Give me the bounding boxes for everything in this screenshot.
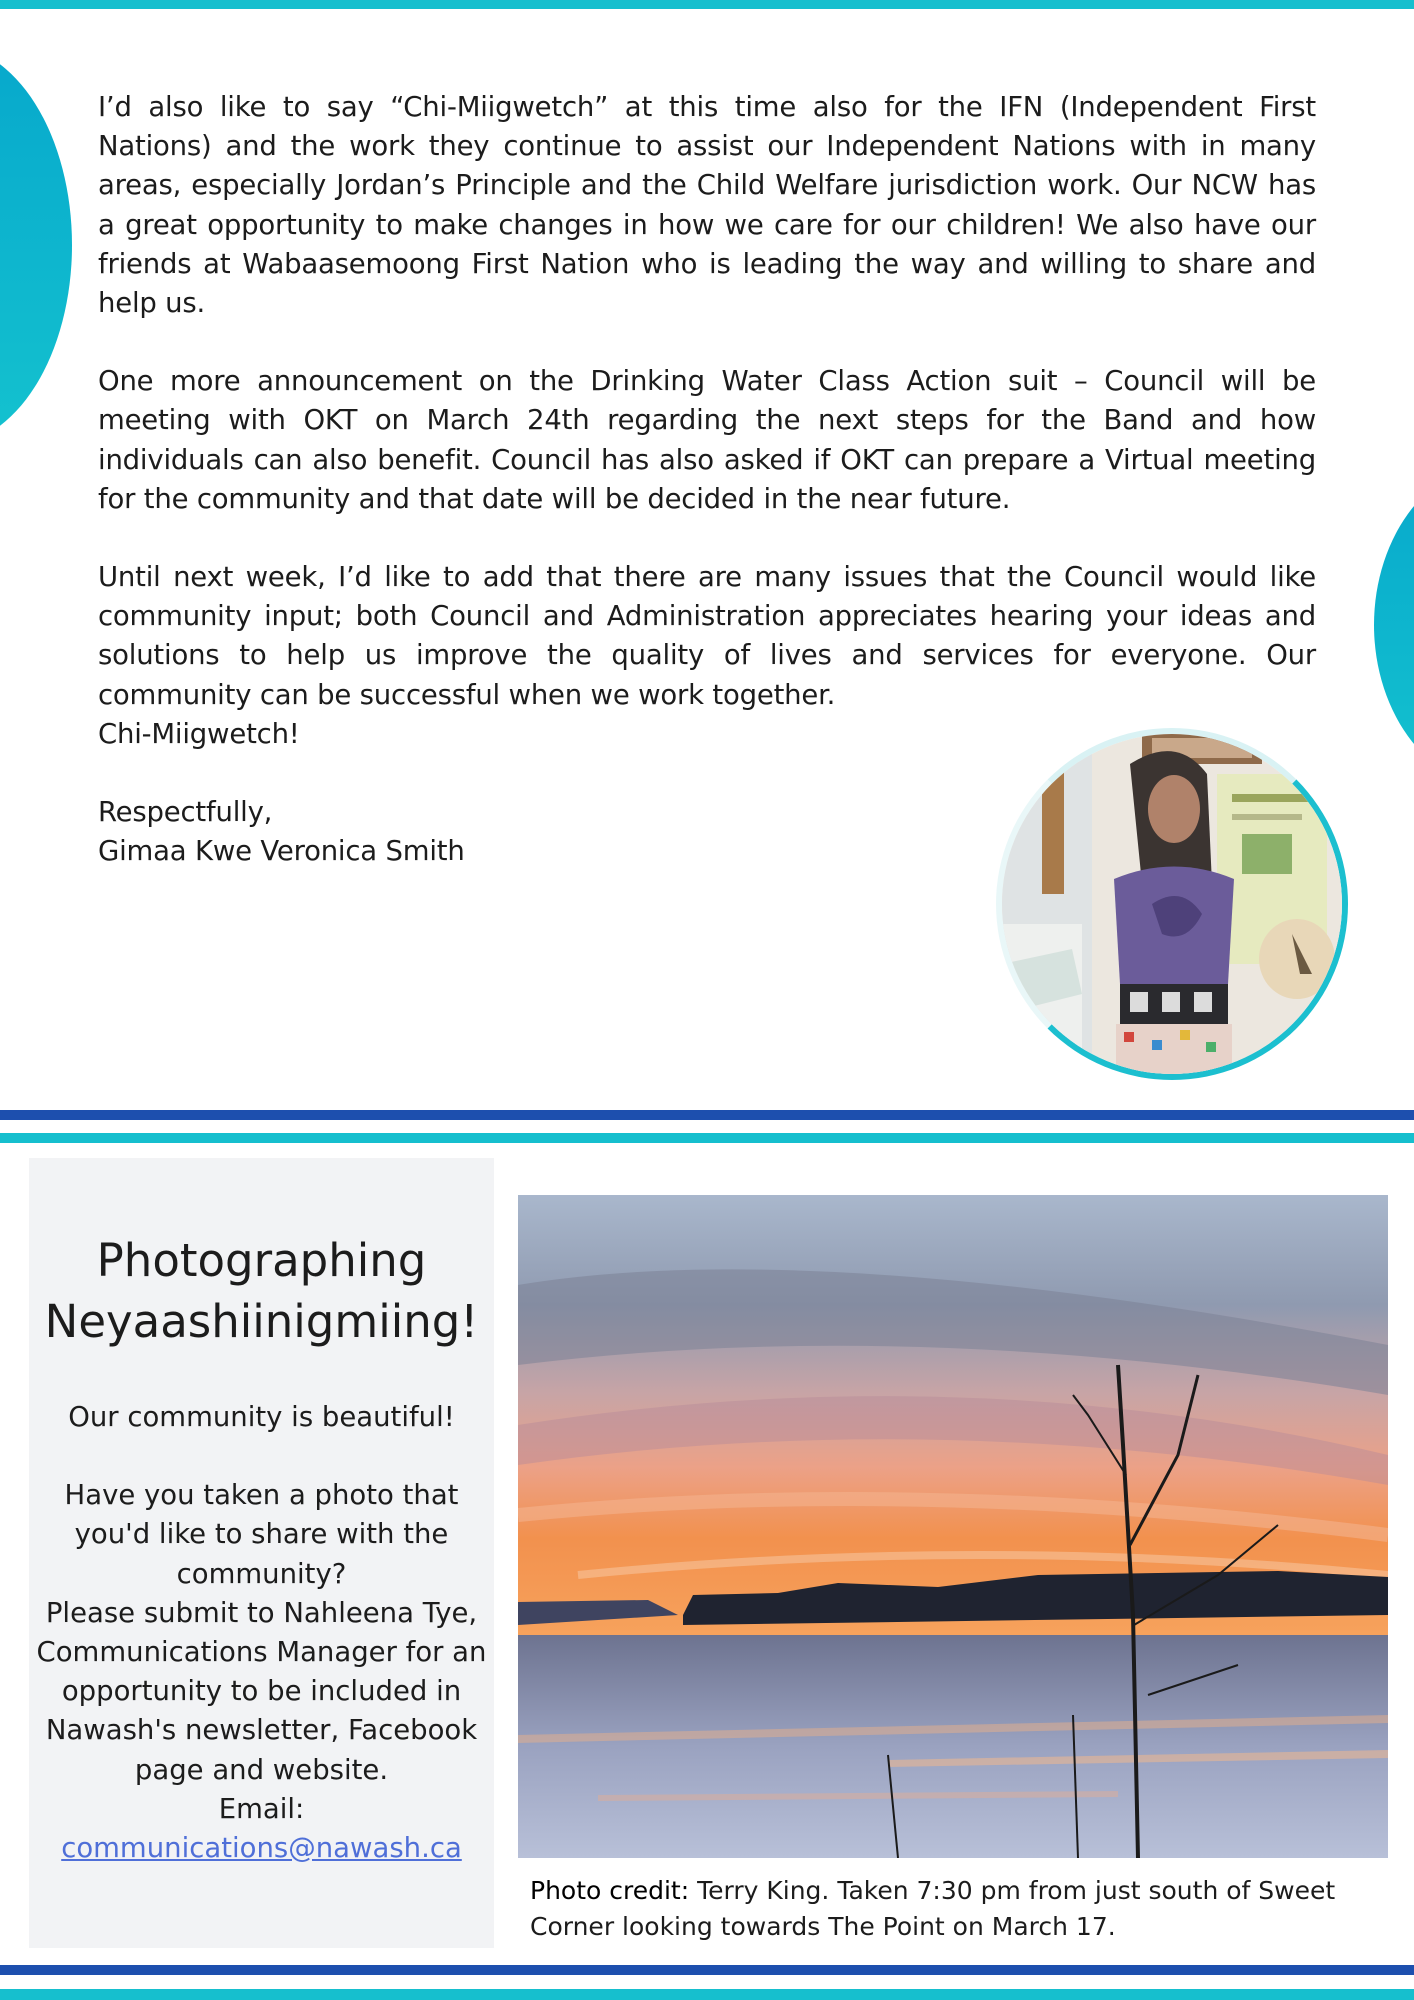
sidebar-line-submit: Please submit to Nahleena Tye, Communications Manager for an opportunity to be included in Nawash's newsletter, Facebook page and website. <box>36 1596 487 1786</box>
bottom-teal-bar <box>0 1989 1414 2000</box>
sidebar-line-beautiful: Our community is beautiful! <box>68 1401 455 1433</box>
email-link[interactable]: communications@nawash.ca <box>61 1832 462 1865</box>
caption-text: Terry King. Taken 7:30 pm from just south of Sweet Corner looking towards The Point on March 17. <box>530 1876 1336 1941</box>
sunset-photo <box>518 1195 1388 1858</box>
letter-paragraph-community: Until next week, I’d like to add that there are many issues that the Council would like community input; both Council and Administration appreciates hearing your ideas and solutions to help us improve the quality of lives and services for everyone. Our community can be successful when we work together. <box>98 561 1316 711</box>
letter-signature: Gimaa Kwe Veronica Smith <box>98 835 465 868</box>
letter-paragraph-water: One more announcement on the Drinking Water Class Action suit – Council will be meeting with OKT on March 24th regarding the next steps for the Band and how individuals can also benefit. Council has also asked if OKT can prepare a Virtual meeting for the community and that date will be decided in the near future. <box>98 365 1316 515</box>
sidebar-line-question: Have you taken a photo that you'd like to share with the community? <box>64 1479 459 1590</box>
photo-submission-sidebar <box>29 1158 494 1948</box>
sidebar-title-line1: Photographing <box>96 1234 427 1287</box>
letter-paragraph-ifn: I’d also like to say “Chi-Miigwetch” at this time also for the IFN (Independent First Nations) and the work they continue to assist our Independent Nations with in many areas, especially Jordan’s Principle and the Child Welfare jurisdiction work. Our NCW has a great opportunity to make changes in how we care for our children! We also have our friends at Wabaasemoong First Nation who is leading the way and willing to share and help us. <box>98 91 1316 320</box>
divider-navy-bar <box>0 1110 1414 1120</box>
portrait-illustration <box>1002 734 1342 1074</box>
left-teal-circle-decoration <box>0 45 72 445</box>
letter-closing: Respectfully, <box>98 796 273 829</box>
caption-label: Photo credit: <box>530 1876 690 1905</box>
sidebar-title <box>29 1230 494 1352</box>
divider-teal-bar <box>0 1133 1414 1143</box>
sidebar-title-line2: Neyaashiinigmiing! <box>44 1295 479 1348</box>
sunset-illustration <box>518 1195 1388 1858</box>
letter-thanks: Chi-Miigwetch! <box>98 717 300 750</box>
bottom-navy-bar <box>0 1965 1414 1975</box>
sidebar-email-label: Email: <box>218 1792 305 1825</box>
photo-caption <box>530 1873 1390 1945</box>
portrait-photo <box>996 728 1348 1080</box>
right-teal-circle-decoration <box>1374 460 1414 790</box>
top-teal-bar <box>0 0 1414 9</box>
sidebar-body <box>29 1398 494 1868</box>
